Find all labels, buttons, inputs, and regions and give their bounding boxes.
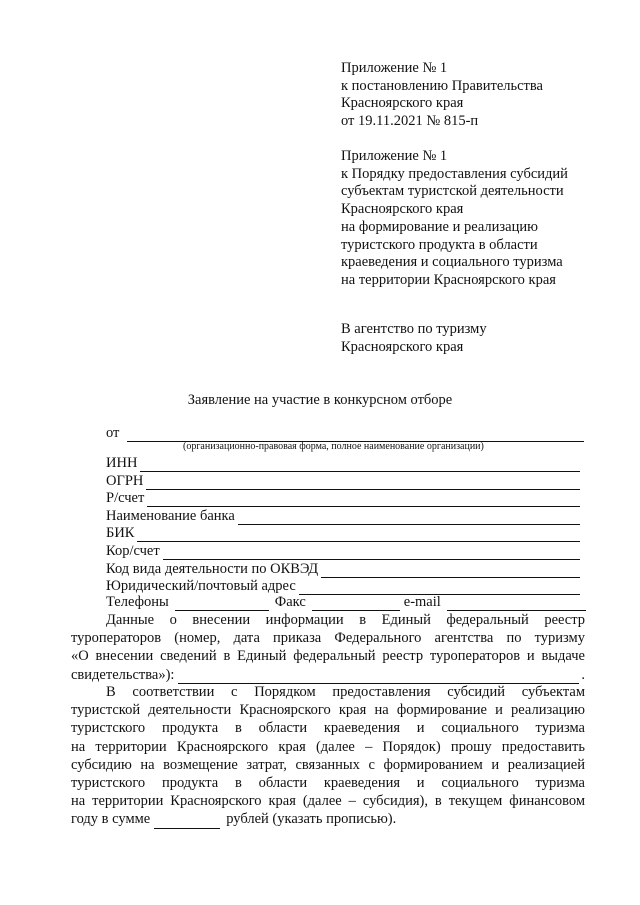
paragraph-line: туристского продукта в области краеведения и социального туризма bbox=[71, 775, 585, 792]
bik-field[interactable] bbox=[106, 524, 580, 542]
addressee bbox=[341, 321, 487, 356]
inn-field[interactable] bbox=[106, 454, 580, 472]
bank-input-line[interactable] bbox=[238, 510, 580, 525]
email-input-line[interactable] bbox=[447, 597, 586, 611]
corr-account-input-line[interactable] bbox=[163, 545, 580, 560]
paragraph-line: В соответствии с Порядком предоставления субсидий субъектам bbox=[106, 684, 585, 700]
period: . bbox=[581, 666, 585, 683]
fax-input-line[interactable] bbox=[312, 597, 400, 611]
corr-account-field[interactable] bbox=[106, 542, 580, 560]
inn-label: ИНН bbox=[106, 455, 138, 471]
from-input-line[interactable] bbox=[127, 427, 584, 442]
bik-label: БИК bbox=[106, 525, 135, 541]
paragraph-line: «О внесении сведений в Единый федеральный реестр туроператоров и выдаче bbox=[71, 648, 585, 665]
paragraph-line: на территории Красноярского края (далее – Порядок) прошу предоставить bbox=[71, 738, 585, 755]
amount-label: году в сумме bbox=[71, 811, 151, 828]
appendix-title: Приложение № 1 bbox=[341, 60, 448, 76]
okved-field[interactable] bbox=[106, 560, 580, 578]
address-label: Юридический/почтовый адрес bbox=[106, 578, 296, 594]
paragraph-line: туроператоров (номер, дата приказа Федерального агентства по туризму bbox=[71, 630, 585, 647]
fax-label: Факс bbox=[274, 594, 306, 610]
from-caption: (организационно-правовая форма, полное наименование организации) bbox=[183, 441, 484, 452]
from-label: от bbox=[106, 425, 120, 441]
paragraph-line: Данные о внесении информации в Единый федеральный реестр bbox=[106, 612, 585, 628]
appendix-line: Красноярского края bbox=[341, 201, 464, 218]
bank-field[interactable] bbox=[106, 507, 580, 525]
request-paragraph bbox=[71, 683, 585, 829]
registry-paragraph bbox=[71, 611, 585, 684]
registry-label: свидетельства»): bbox=[71, 666, 175, 683]
appendix-line: к постановлению Правительства bbox=[341, 77, 543, 94]
appendix-line: на территории Красноярского края bbox=[341, 271, 556, 288]
paragraph-line: субсидию на возмещение затрат, связанных с формированием и реализацией bbox=[71, 756, 585, 773]
order-appendix-header bbox=[341, 148, 568, 290]
bank-label: Наименование банка bbox=[106, 508, 235, 524]
registry-input-line[interactable] bbox=[178, 670, 579, 684]
appendix-line: к Порядку предоставления субсидий bbox=[341, 165, 568, 182]
bik-input-line[interactable] bbox=[137, 527, 580, 542]
paragraph-line: туристского продукта в области краеведения и социального туризма bbox=[71, 720, 585, 737]
okved-label: Код вида деятельности по ОКВЭД bbox=[106, 561, 319, 577]
from-field[interactable] bbox=[106, 424, 584, 442]
paragraph-line: на территории Красноярского края (далее – субсидия), в текущем финансовом bbox=[71, 793, 585, 810]
appendix-line: на формирование и реализацию bbox=[341, 218, 538, 235]
paragraph-line: туристской деятельности Красноярского края на формирование и реализацию bbox=[71, 702, 585, 719]
phones-input-line[interactable] bbox=[175, 597, 269, 611]
ogrn-label: ОГРН bbox=[106, 473, 144, 489]
inn-input-line[interactable] bbox=[140, 457, 580, 472]
paragraph-line bbox=[71, 666, 585, 684]
account-input-line[interactable] bbox=[147, 492, 580, 507]
appendix-line: краеведения и социального туризма bbox=[341, 254, 563, 271]
appendix-line: субъектам туристской деятельности bbox=[341, 183, 564, 200]
appendix-line: туристского продукта в области bbox=[341, 236, 538, 253]
account-label: Р/счет bbox=[106, 490, 145, 506]
amount-input-line[interactable] bbox=[154, 815, 220, 829]
paragraph-line bbox=[71, 810, 585, 828]
appendix-date-number: от 19.11.2021 № 815-п bbox=[341, 113, 479, 130]
appendix-title: Приложение № 1 bbox=[341, 148, 448, 164]
appendix-line: Красноярского края bbox=[341, 95, 464, 112]
document-title: Заявление на участие в конкурсном отборе bbox=[187, 392, 453, 408]
addressee-line: В агентство по туризму bbox=[341, 321, 487, 337]
ogrn-input-line[interactable] bbox=[146, 475, 580, 490]
corr-account-label: Кор/счет bbox=[106, 543, 160, 559]
phones-label: Телефоны bbox=[106, 594, 169, 610]
appendix-header bbox=[341, 60, 543, 131]
account-field[interactable] bbox=[106, 489, 580, 507]
okved-input-line[interactable] bbox=[321, 563, 580, 578]
contacts-row bbox=[106, 593, 586, 611]
ogrn-field[interactable] bbox=[106, 472, 580, 490]
addressee-line: Красноярского края bbox=[341, 338, 464, 355]
amount-suffix: рублей (указать прописью). bbox=[226, 811, 397, 828]
email-label: e-mail bbox=[403, 594, 441, 610]
